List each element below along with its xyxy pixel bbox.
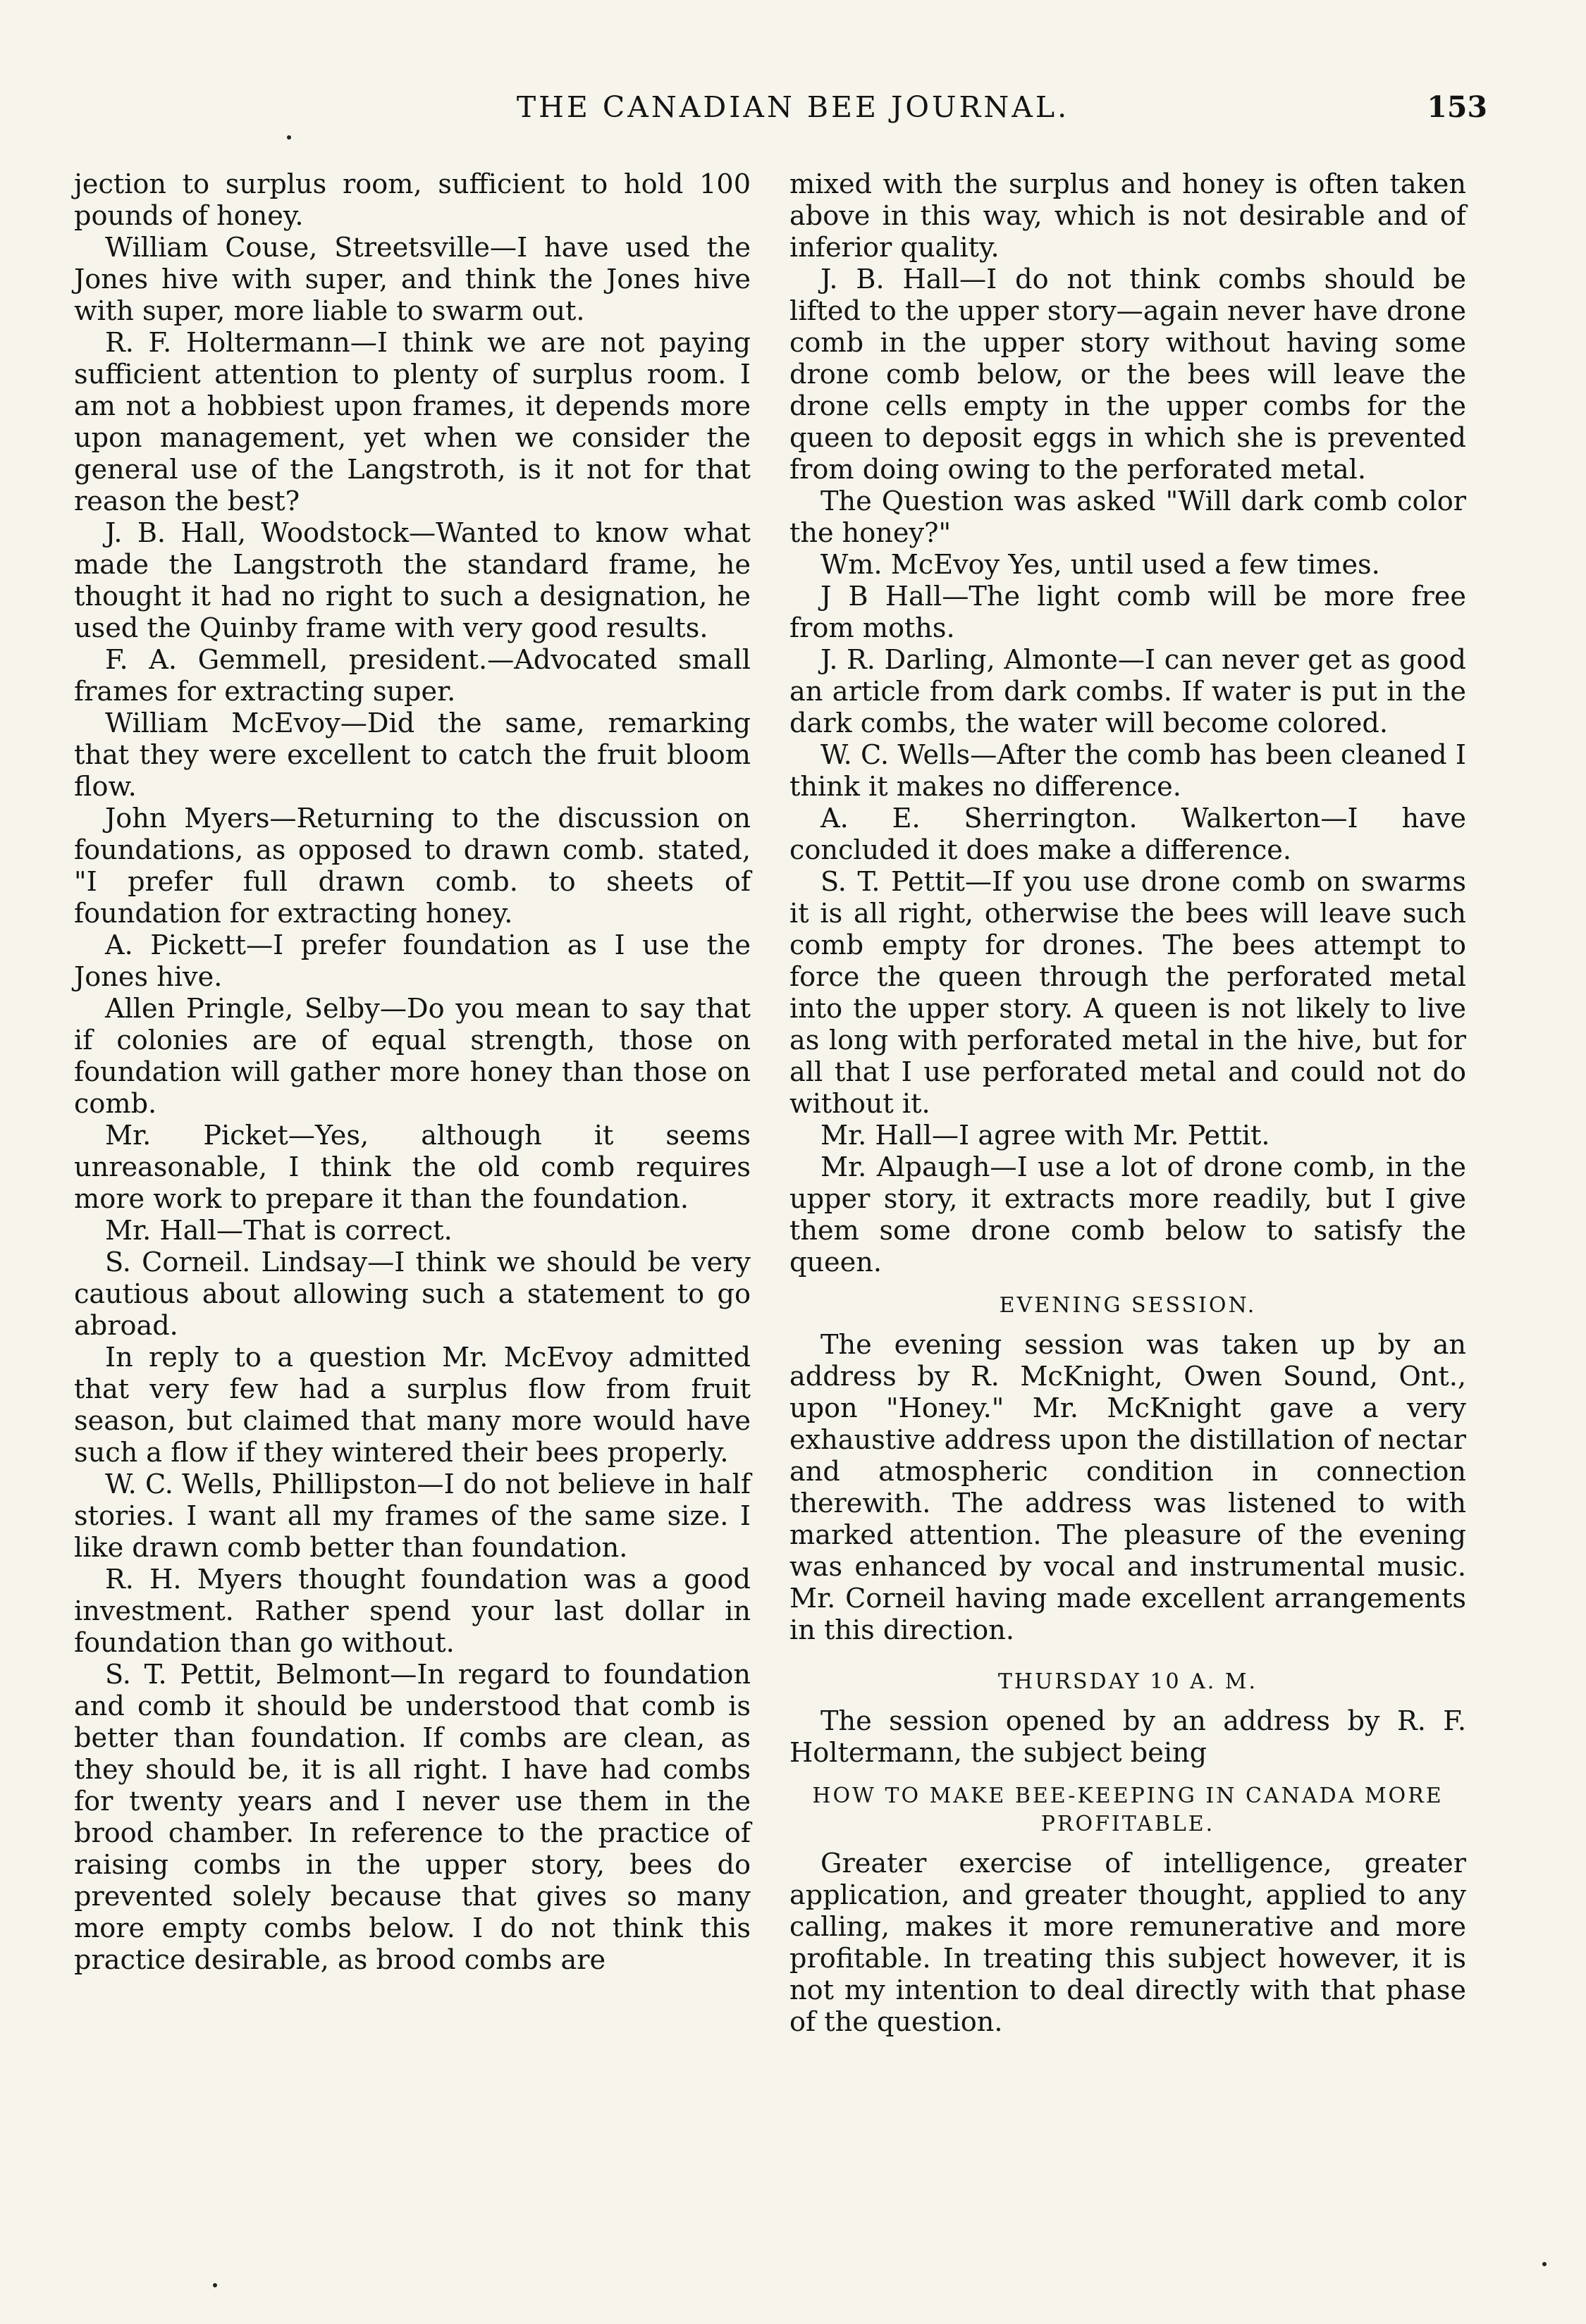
paragraph: Wm. McEvoy Yes, until used a few times.: [820, 550, 1380, 581]
paragraph: R. H. Myers thought foundation was a good investment. Rather spend your last dollar in foundation than go without.: [74, 1564, 751, 1659]
paragraph: Allen Pringle, Selby—Do you mean to say that if colonies are of equal strength, those on foundation will gather more honey than those on comb.: [74, 994, 751, 1120]
paragraph: William Couse, Streetsville—I have used the Jones hive with super, and think the Jones hive with super, more liable to swarm out.: [74, 233, 751, 327]
print-speck: [287, 135, 291, 140]
paragraph: Mr. Picket—Yes, although it seems unreasonable, I think the old comb requires more work to prepare it than the foundation.: [74, 1120, 751, 1215]
paragraph: J B Hall—The light comb will be more free from moths.: [789, 581, 1466, 644]
paragraph: J. R. Darling, Almonte—I can never get as good an article from dark combs. If water is put in the dark combs, the water will become colored.: [789, 645, 1466, 739]
print-speck: [1542, 2262, 1547, 2266]
paragraph: J. B. Hall, Woodstock—Wanted to know what made the Langstroth the standard frame, he thought it had no right to such a designation, he used the Quinby frame with very good results.: [74, 518, 751, 644]
paragraph: W. C. Wells, Phillipston—I do not believe in half stories. I want all my frames of the same size. I like drawn comb better than foundation.: [74, 1469, 751, 1564]
page-number: 153: [1427, 90, 1487, 124]
paragraph: R. F. Holtermann—I think we are not paying sufficient attention to plenty of surplus room. I am not a hobbiest upon frames, it depends more upon management, yet when we consider the general use of the Langstroth, is it not for that reason the best?: [74, 328, 751, 517]
paragraph: William McEvoy—Did the same, remarking that they were excellent to catch the fruit bloom flow.: [74, 708, 751, 803]
paragraph: Mr. Alpaugh—I use a lot of drone comb, in the upper story, it extracts more readily, but I give them some drone comb below to satisfy the queen.: [789, 1152, 1466, 1278]
paragraph: Mr. Hall—I agree with Mr. Pettit.: [820, 1120, 1270, 1151]
left-column: [74, 169, 751, 1977]
journal-title: THE CANADIAN BEE JOURNAL.: [516, 90, 1070, 124]
section-heading-evening: EVENING SESSION.: [999, 1293, 1257, 1318]
paragraph: The evening session was taken up by an address by R. McKnight, Owen Sound, Ont., upon "Honey." Mr. McKnight gave a very exhaustive address upon the distillation of nectar and atmospheric condition in connection therewith. The address was listened to with marked attention. The pleasure of the evening was enhanced by vocal and instrumental music. Mr. Corneil having made excellent arrangements in this direction.: [789, 1330, 1466, 1646]
paragraph: S. T. Pettit, Belmont—In regard to foundation and comb it should be understood that comb is better than foundation. If combs are clean, as they should be, it is all right. I have had combs for twenty years and I never use them in the brood chamber. In reference to the practice of raising combs in the upper story, bees do prevented solely because that gives so many more empty combs below. I do not think this practice desirable, as brood combs are: [74, 1659, 751, 1976]
section-heading-thursday: THURSDAY 10 A. M.: [997, 1669, 1258, 1694]
paragraph: A. E. Sherrington. Walkerton—I have concluded it does make a difference.: [789, 803, 1466, 866]
paragraph: S. T. Pettit—If you use drone comb on swarms it is all right, otherwise the bees will leave such comb empty for drones. The bees attempt to force the queen through the perforated metal into the upper story. A queen is not likely to live as long with perforated metal in the hive, but for all that I use perforated metal and could not do without it.: [789, 867, 1466, 1120]
paragraph: John Myers—Returning to the discussion on foundations, as opposed to drawn comb. stated, "I prefer full drawn comb. to sheets of foundation for extracting honey.: [74, 803, 751, 929]
paragraph: jection to surplus room, sufficient to hold 100 pounds of honey.: [74, 169, 751, 232]
right-column: [789, 169, 1466, 2039]
print-speck: [213, 2283, 217, 2287]
paragraph: mixed with the surplus and honey is often taken above in this way, which is not desirable and of inferior quality.: [789, 169, 1466, 264]
paragraph: The Question was asked "Will dark comb color the honey?": [789, 486, 1466, 549]
paragraph: Mr. Hall—That is correct.: [105, 1216, 453, 1247]
section-heading-how: HOW TO MAKE BEE-KEEPING IN CANADA MORE PROFITABLE.: [812, 1784, 1444, 1836]
paragraph: Greater exercise of intelligence, greater application, and greater thought, applied to any calling, makes it more remunerative and more profitable. In treating this subject however, it is not my intention to deal directly with that phase of the question.: [789, 1848, 1466, 2038]
paragraph: A. Pickett—I prefer foundation as I use the Jones hive.: [74, 930, 751, 993]
page-header: [0, 90, 1586, 140]
paragraph: S. Corneil. Lindsay—I think we should be very cautious about allowing such a statement to go abroad.: [74, 1247, 751, 1342]
paragraph: J. B. Hall—I do not think combs should be lifted to the upper story—again never have drone comb in the upper story without having some drone comb below, or the bees will leave the drone cells empty in the upper combs for the queen to deposit eggs in which she is prevented from doing owing to the perforated metal.: [789, 264, 1466, 486]
paragraph: In reply to a question Mr. McEvoy admitted that very few had a surplus flow from fruit season, but claimed that many more would have such a flow if they wintered their bees properly.: [74, 1342, 751, 1469]
paragraph: F. A. Gemmell, president.—Advocated small frames for extracting super.: [74, 645, 751, 707]
paragraph: The session opened by an address by R. F. Holtermann, the subject being: [789, 1706, 1466, 1769]
paragraph: W. C. Wells—After the comb has been cleaned I think it makes no difference.: [789, 740, 1466, 803]
